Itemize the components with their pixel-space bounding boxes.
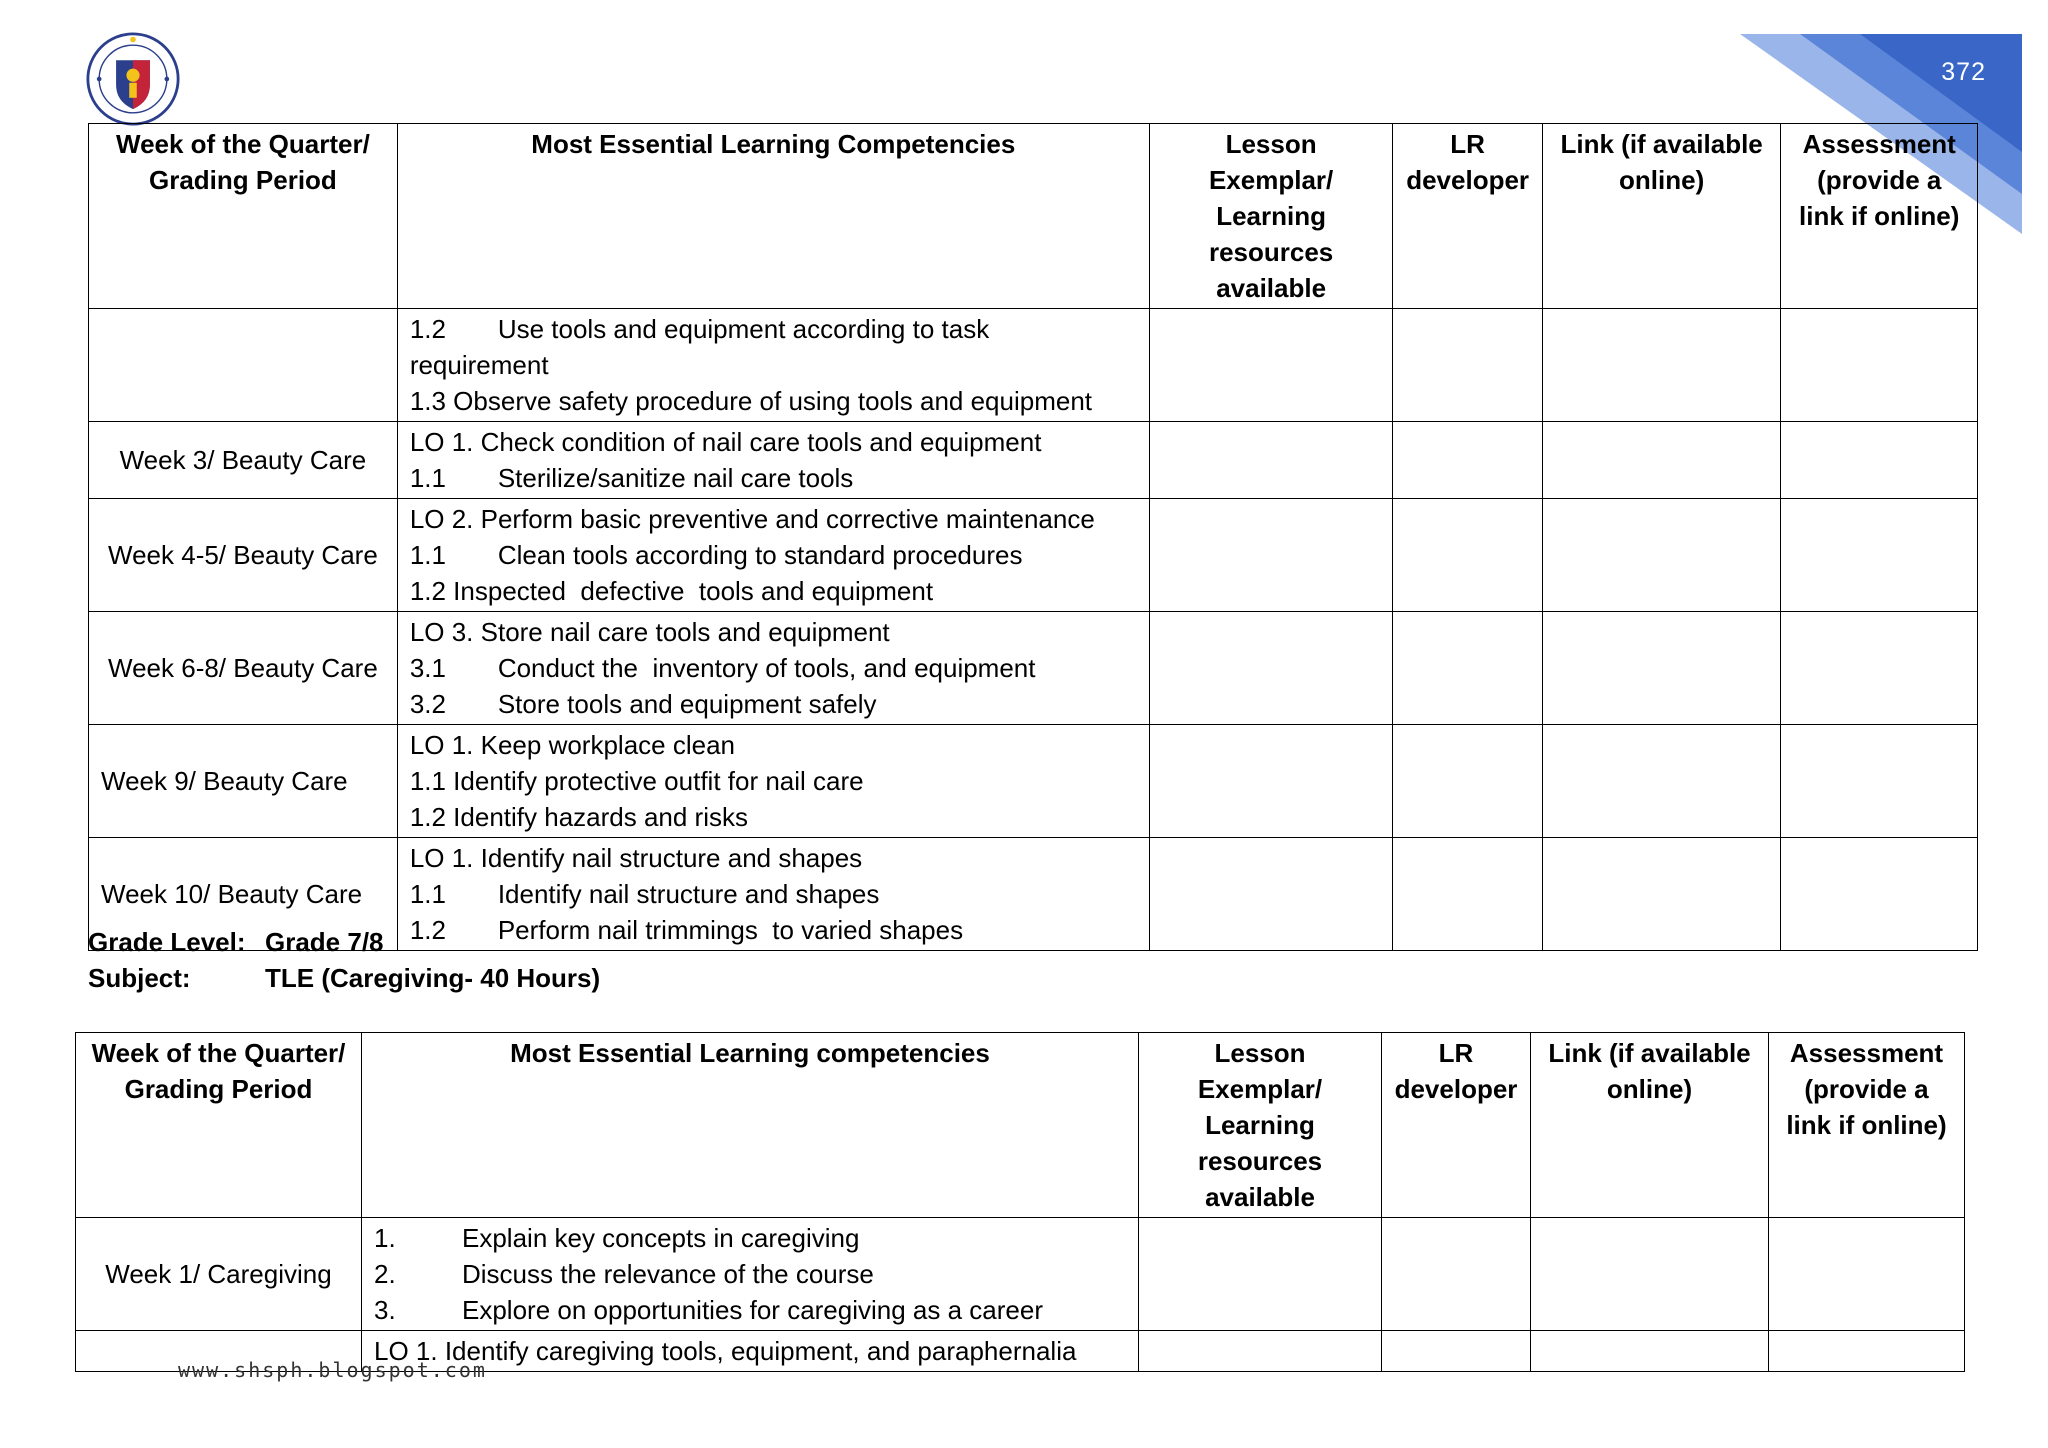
competency-line: 1.2 Use tools and equipment according to task <box>409 314 990 344</box>
empty-cell <box>1542 838 1781 951</box>
empty-cell <box>1781 422 1978 499</box>
competency-line: 1.2 Perform nail trimmings to varied shapes <box>409 915 964 945</box>
header-week: Week of the Quarter/ Grading Period <box>76 1033 362 1218</box>
empty-cell <box>1781 725 1978 838</box>
empty-cell <box>1781 838 1978 951</box>
competency-line: 1.1 Sterilize/sanitize nail care tools <box>409 463 854 493</box>
competency-line: 1.3 Observe safety procedure of using tools and equipment <box>409 386 1093 416</box>
competency-line: 3. Explore on opportunities for caregiving as a career <box>374 1295 1043 1325</box>
empty-cell <box>1393 499 1542 612</box>
week-cell <box>89 309 398 422</box>
header-lr-developer: LR developer <box>1393 124 1542 309</box>
table-header-row <box>89 124 1978 309</box>
empty-cell <box>1781 309 1978 422</box>
empty-cell <box>1781 612 1978 725</box>
deped-seal-icon <box>86 32 180 126</box>
header-link: Link (if available online) <box>1542 124 1781 309</box>
competency-line: LO 2. Perform basic preventive and corrective maintenance <box>409 504 1095 534</box>
empty-cell <box>1149 499 1393 612</box>
empty-cell <box>1149 838 1393 951</box>
empty-cell <box>1542 309 1781 422</box>
empty-cell <box>1382 1218 1531 1331</box>
table-row <box>89 725 1978 838</box>
header-lesson-exemplar: Lesson Exemplar/ Learning resources available <box>1149 124 1393 309</box>
empty-cell <box>1149 725 1393 838</box>
table-row <box>89 499 1978 612</box>
competency-cell <box>362 1218 1139 1331</box>
week-cell: Week 4-5/ Beauty Care <box>89 499 398 612</box>
week-cell: Week 9/ Beauty Care <box>89 725 398 838</box>
competency-line: 1.2 Inspected defective tools and equipment <box>409 576 934 606</box>
empty-cell <box>1769 1218 1965 1331</box>
week-cell: Week 10/ Beauty Care <box>89 838 398 951</box>
empty-cell <box>1393 838 1542 951</box>
competency-line: 3.2 Store tools and equipment safely <box>409 689 877 719</box>
empty-cell <box>1769 1331 1965 1372</box>
empty-cell <box>1393 309 1542 422</box>
empty-cell <box>1542 612 1781 725</box>
competency-cell <box>397 499 1149 612</box>
competency-line: 3.1 Conduct the inventory of tools, and equipment <box>409 653 1036 683</box>
competency-cell <box>397 309 1149 422</box>
empty-cell <box>1393 612 1542 725</box>
empty-cell <box>1139 1218 1382 1331</box>
competency-line: LO 3. Store nail care tools and equipment <box>409 617 890 647</box>
page-number: 372 <box>1941 58 1986 86</box>
competency-line: 1.1 Identify protective outfit for nail care <box>409 766 864 796</box>
competency-line: LO 1. Identify caregiving tools, equipment, and paraphernalia <box>374 1336 1077 1366</box>
competency-table-caregiving <box>75 1032 1965 1372</box>
week-cell: Week 3/ Beauty Care <box>89 422 398 499</box>
empty-cell <box>1382 1331 1531 1372</box>
competency-cell <box>397 725 1149 838</box>
header-competencies: Most Essential Learning Competencies <box>397 124 1149 309</box>
empty-cell <box>1542 725 1781 838</box>
competency-line: 2. Discuss the relevance of the course <box>374 1259 874 1289</box>
grade-level-line: Grade Level: Grade 7/8 <box>88 927 384 957</box>
competency-line: 1. Explain key concepts in caregiving <box>374 1223 860 1253</box>
table-row <box>76 1218 1965 1331</box>
empty-cell <box>1531 1218 1769 1331</box>
empty-cell <box>1393 725 1542 838</box>
header-lesson-exemplar: Lesson Exemplar/ Learning resources available <box>1139 1033 1382 1218</box>
footer-url: www.shsph.blogspot.com <box>178 1358 487 1382</box>
empty-cell <box>1139 1331 1382 1372</box>
competency-line: 1.1 Identify nail structure and shapes <box>409 879 880 909</box>
competency-line: LO 1. Identify nail structure and shapes <box>409 843 863 873</box>
competency-line: requirement <box>409 350 549 380</box>
competency-cell <box>397 612 1149 725</box>
table-row <box>89 612 1978 725</box>
header-assessment: Assessment (provide a link if online) <box>1769 1033 1965 1218</box>
competency-cell <box>397 422 1149 499</box>
table-header-row <box>76 1033 1965 1218</box>
competency-line: LO 1. Keep workplace clean <box>409 730 736 760</box>
header-week: Week of the Quarter/ Grading Period <box>89 124 398 309</box>
competency-line: LO 1. Check condition of nail care tools and equipment <box>409 427 1042 457</box>
empty-cell <box>1149 422 1393 499</box>
table-row <box>89 309 1978 422</box>
header-competencies: Most Essential Learning competencies <box>362 1033 1139 1218</box>
course-meta <box>88 924 600 996</box>
subject-line: Subject: TLE (Caregiving- 40 Hours) <box>88 963 601 993</box>
empty-cell <box>1531 1331 1769 1372</box>
empty-cell <box>1149 612 1393 725</box>
week-cell: Week 6-8/ Beauty Care <box>89 612 398 725</box>
empty-cell <box>1393 422 1542 499</box>
empty-cell <box>1542 499 1781 612</box>
week-cell: Week 1/ Caregiving <box>76 1218 362 1331</box>
header-assessment: Assessment (provide a link if online) <box>1781 124 1978 309</box>
table-row <box>89 422 1978 499</box>
competency-line: 1.2 Identify hazards and risks <box>409 802 748 832</box>
empty-cell <box>1149 309 1393 422</box>
header-lr-developer: LR developer <box>1382 1033 1531 1218</box>
competency-table-beauty-care <box>88 123 1978 951</box>
empty-cell <box>1542 422 1781 499</box>
header-link: Link (if available online) <box>1531 1033 1769 1218</box>
competency-line: 1.1 Clean tools according to standard procedures <box>409 540 1023 570</box>
empty-cell <box>1781 499 1978 612</box>
